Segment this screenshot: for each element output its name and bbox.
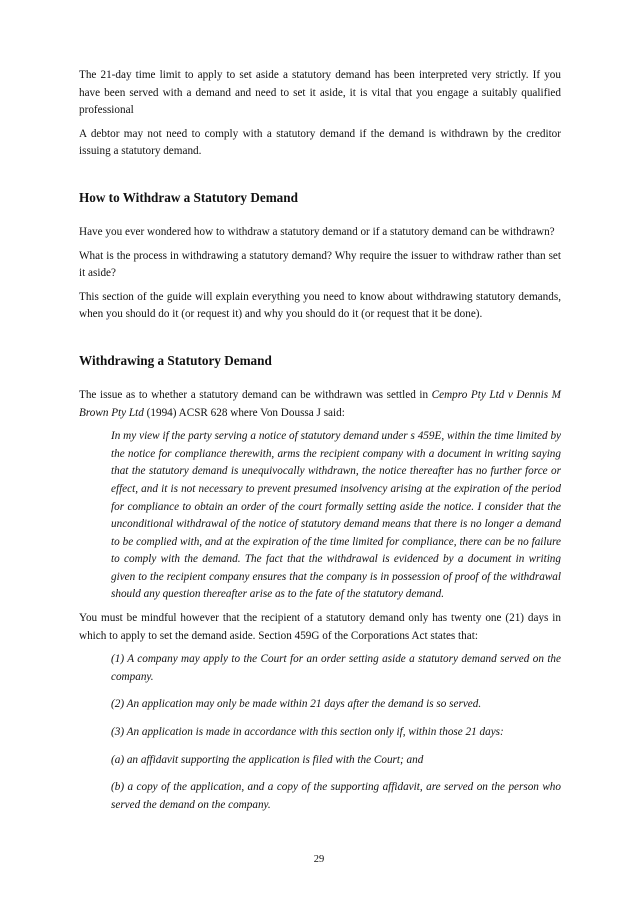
intro-paragraph-2: A debtor may not need to comply with a statutory demand if the demand is withdrawn by the creditor issuing a statutory demand. bbox=[79, 127, 561, 158]
section-heading-withdrawing: Withdrawing a Statutory Demand bbox=[79, 352, 272, 368]
section1-paragraph-2: What is the process in withdrawing a statutory demand? Why require the issuer to withdraw rather than set it aside? bbox=[79, 249, 561, 280]
judgment-quote: In my view if the party serving a notice of statutory demand under s 459E, within the time limited by the notice for compliance therewith, arms the recipient company with a document in writing saying that the statutory demand is unequivocally withdrawn, the notice thereafter has no further force or effect, and it is not necessary to prevent presumed insolvency arising at the expiration of the period for compliance to obtain an order of the court formally setting aside the notice. I consider that the unconditional withdrawal of the notice of statutory demand means that there is no longer a demand to be complied with, and at the expiration of the time limited for compliance, there can be no failure to comply with the demand. The fact that the withdrawal is evidenced by a document in writing given to the recipient company ensures that the company is in possession of proof of the withdrawal should any question thereafter arise as to the fate of the statutory demand. bbox=[111, 430, 561, 601]
case-citation-text: (1994) ACSR 628 where Von Doussa J said: bbox=[143, 406, 345, 419]
section1-paragraph-3: This section of the guide will explain everything you need to know about withdrawing statutory demands, when you should do it (or request it) and why you should do it (or request that it be done). bbox=[79, 290, 561, 321]
page-number: 29 bbox=[313, 854, 325, 865]
section2-paragraph-2: You must be mindful however that the recipient of a statutory demand only has twenty one (21) days in which to apply to set the demand aside. Section 459G of the Corporations Act states that: bbox=[79, 612, 561, 642]
provision-item: (1) A company may apply to the Court for an order setting aside a statutory demand served on the company. bbox=[111, 653, 561, 683]
provision-item: (3) An application is made in accordance with this section only if, within those 21 days: bbox=[111, 726, 504, 739]
section2-paragraph-1 bbox=[79, 387, 561, 422]
provision-item: (a) an affidavit supporting the application is filed with the Court; and bbox=[111, 753, 424, 766]
section1-paragraph-1: Have you ever wondered how to withdraw a statutory demand or if a statutory demand can be withdrawn? bbox=[79, 225, 555, 238]
page-content bbox=[79, 67, 561, 814]
section-heading-how-to-withdraw: How to Withdraw a Statutory Demand bbox=[79, 189, 298, 205]
case-name: Cempro Pty Ltd v Dennis M Brown Pty Ltd bbox=[79, 388, 561, 419]
provision-item: (b) a copy of the application, and a copy of the supporting affidavit, are served on the person who served the demand on the company. bbox=[111, 781, 561, 811]
case-intro-text: The issue as to whether a statutory demand can be withdrawn was settled in bbox=[79, 388, 432, 401]
provision-item: (2) An application may only be made within 21 days after the demand is so served. bbox=[111, 698, 482, 711]
section-459g-provisions bbox=[79, 651, 561, 814]
intro-paragraph-1: The 21-day time limit to apply to set aside a statutory demand has been interpreted very strictly. If you have been served with a demand and need to set it aside, it is vital that you engage a suitably qualified professional bbox=[79, 69, 561, 117]
